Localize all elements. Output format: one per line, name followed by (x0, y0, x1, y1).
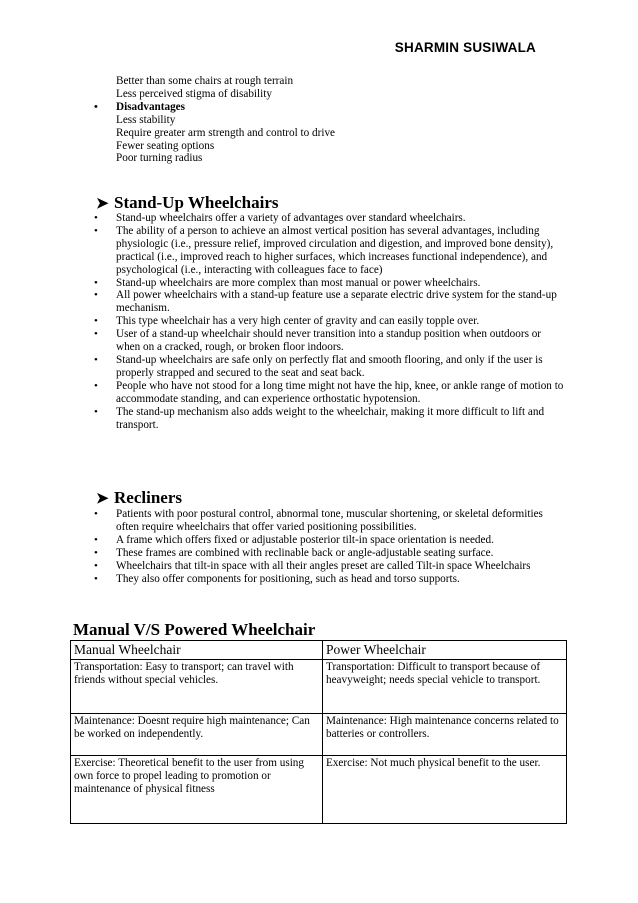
list-item: • A frame which offers fixed or adjustable posterior tilt-in space orientation is needed. (0, 534, 638, 547)
table-header-row (71, 641, 567, 660)
list-item: Require greater arm strength and control to drive (116, 126, 336, 139)
recliners-list (0, 508, 638, 585)
section-heading-recliners: ➤ Recliners (96, 488, 182, 507)
list-item: • Stand-up wheelchairs are safe only on perfectly flat and smooth flooring, and only if the user is properly strapped and secured to the seat and seat back. (0, 354, 638, 380)
section-heading-standup: ➤ Stand-Up Wheelchairs (96, 193, 279, 212)
table-row (71, 756, 567, 824)
column-header-power: Power Wheelchair (323, 641, 567, 660)
list-item: Fewer seating options (116, 139, 215, 152)
table-cell: Maintenance: Doesnt require high maintenance; Can be worked on independently. (71, 714, 323, 756)
list-item: • All power wheelchairs with a stand-up feature use a separate electric drive system for the stand-up mechanism. (0, 289, 638, 315)
arrow-bullet-icon: ➤ (96, 196, 109, 212)
comparison-table (70, 640, 567, 824)
comparison-title: Manual V/S Powered Wheelchair (73, 620, 316, 639)
table-cell: Maintenance: High maintenance concerns related to batteries or controllers. (323, 714, 567, 756)
disadvantages-list (0, 101, 638, 114)
table-cell: Transportation: Easy to transport; can travel with friends without special vehicles. (71, 660, 323, 714)
list-item: • Stand-up wheelchairs offer a variety of advantages over standard wheelchairs. (0, 212, 638, 225)
advantages-continuation (0, 75, 638, 165)
list-item: • Wheelchairs that tilt-in space with all their angles preset are called Tilt-in space Wheelchairs (0, 560, 638, 573)
list-item: • The ability of a person to achieve an almost vertical position has several advantages, including physiologic (i.e., pressure relief, improved circulation and digestion, and improved bone density), practical (i.e., improved reach to higher surfaces, which increases functional independence), and psychological (i.e., interacting with colleagues face to face) (0, 225, 638, 277)
list-item: Less stability (116, 113, 176, 126)
list-item: Poor turning radius (116, 152, 203, 165)
list-item: • User of a stand-up wheelchair should never transition into a standup position when outdoors or when on a cracked, rough, or broken floor indoors. (0, 328, 638, 354)
list-item: • The stand-up mechanism also adds weight to the wheelchair, making it more difficult to lift and transport. (0, 406, 638, 432)
table-row (71, 714, 567, 756)
list-item: Better than some chairs at rough terrain (116, 75, 294, 87)
table-cell: Exercise: Not much physical benefit to the user. (323, 756, 567, 824)
page-header-author: SHARMIN SUSIWALA (394, 40, 536, 55)
list-item: • This type wheelchair has a very high center of gravity and can easily topple over. (0, 315, 638, 328)
standup-list (0, 212, 638, 431)
list-item: Less perceived stigma of disability (116, 87, 272, 100)
list-item: • These frames are combined with reclinable back or angle-adjustable seating surface. (0, 547, 638, 560)
list-item: • Stand-up wheelchairs are more complex than most manual or power wheelchairs. (0, 277, 638, 290)
table-cell: Transportation: Difficult to transport because of heavyweight; needs special vehicle to transport. (323, 660, 567, 714)
arrow-bullet-icon: ➤ (96, 491, 109, 507)
table-cell: Exercise: Theoretical benefit to the user from using own force to propel leading to promotion or maintenance of physical fitness (71, 756, 323, 824)
list-item: • People who have not stood for a long time might not have the hip, knee, or ankle range of motion to accommodate standing, and can experience orthostatic hypotension. (0, 380, 638, 406)
list-item: • They also offer components for positioning, such as head and torso supports. (0, 573, 638, 586)
column-header-manual: Manual Wheelchair (71, 641, 323, 660)
disadvantages-label: • Disadvantages (0, 101, 638, 114)
list-item: • Patients with poor postural control, abnormal tone, muscular shortening, or skeletal deformities often require wheelchairs that offer varied positioning possibilities. (0, 508, 638, 534)
table-row (71, 660, 567, 714)
